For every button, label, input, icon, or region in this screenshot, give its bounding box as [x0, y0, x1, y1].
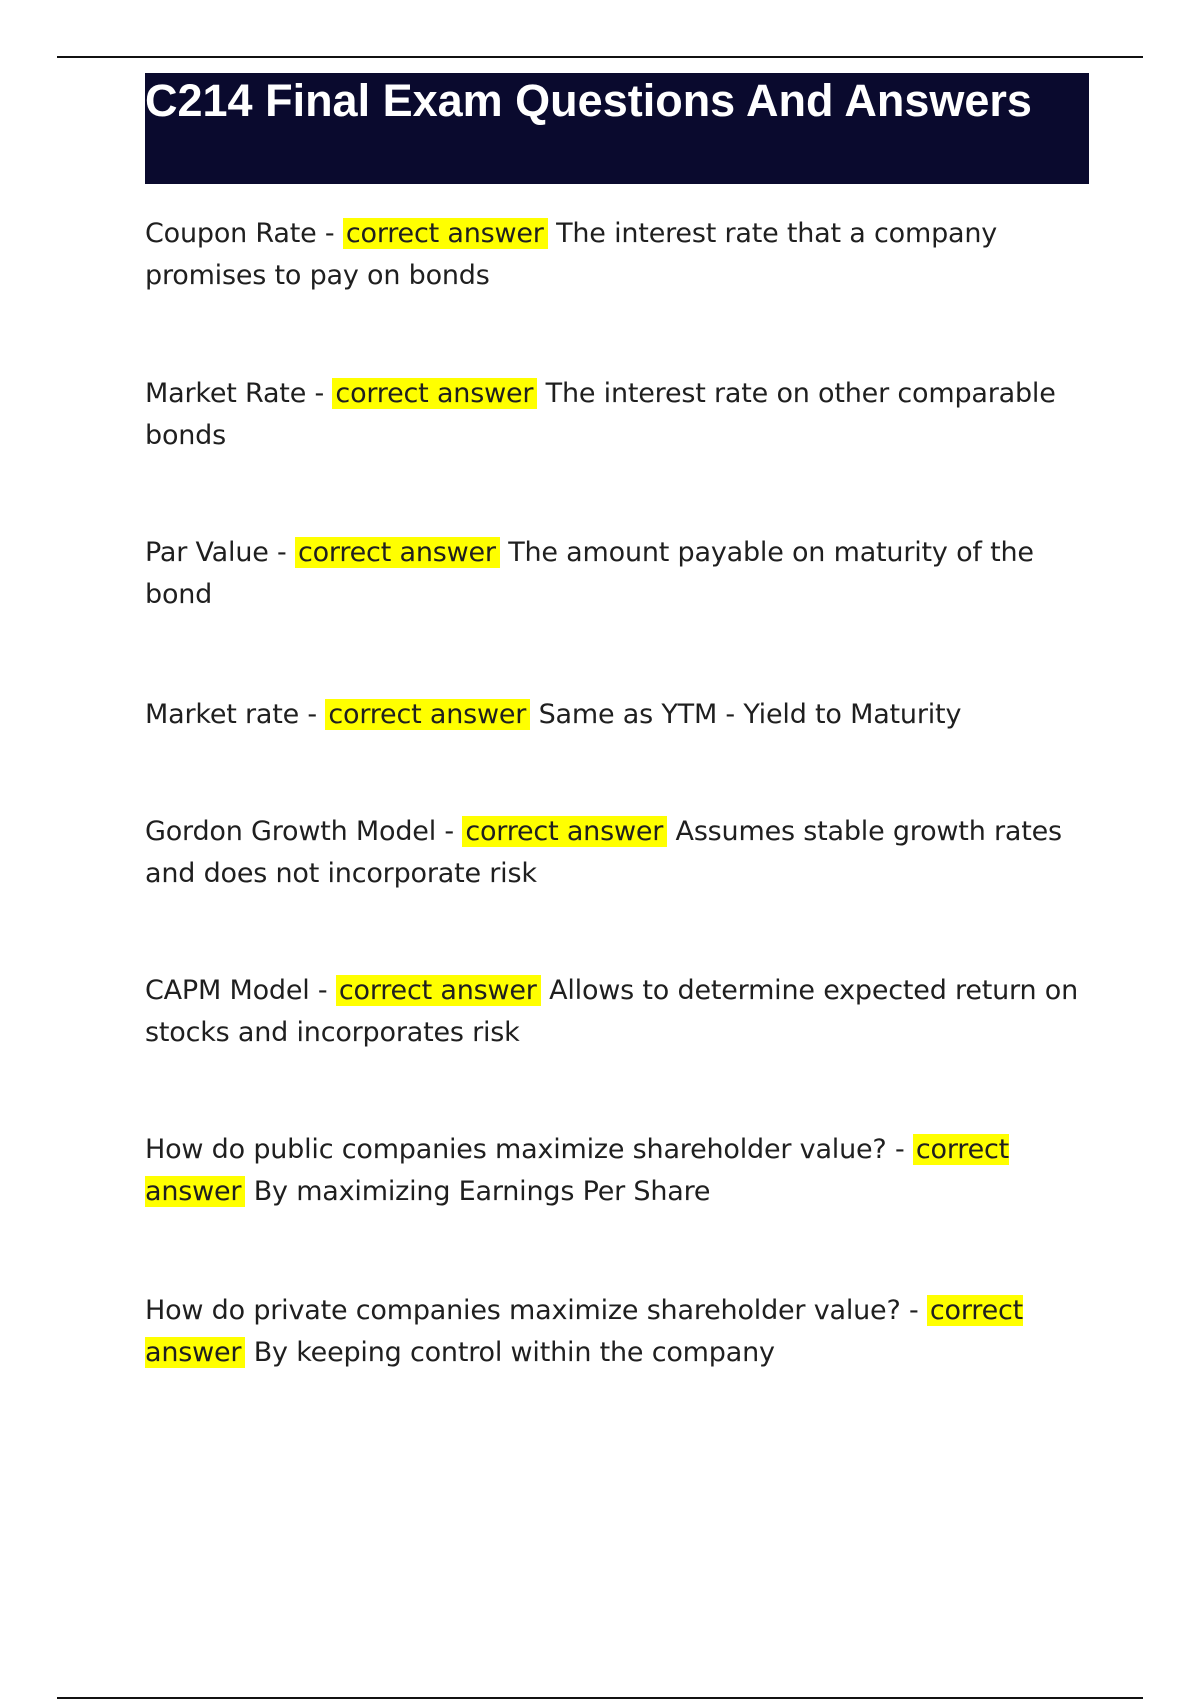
- qa-term: Coupon Rate -: [145, 218, 343, 249]
- correct-answer-highlight: correct answer: [336, 975, 541, 1006]
- qa-item: [145, 1290, 1089, 1374]
- qa-item: [145, 532, 1089, 616]
- qa-item: [145, 970, 1089, 1054]
- qa-answer: By keeping control within the company: [253, 1337, 775, 1368]
- qa-term: Par Value -: [145, 537, 295, 568]
- qa-term: Market rate -: [145, 699, 326, 730]
- qa-answer: Same as YTM - Yield to Maturity: [538, 699, 962, 730]
- page-title: C214 Final Exam Questions And Answers: [145, 73, 1089, 184]
- qa-item: [145, 811, 1089, 895]
- qa-item: [145, 373, 1089, 457]
- qa-answer: The interest rate on other comparable bonds: [145, 378, 1056, 451]
- qa-answer: Allows to determine expected return on stocks and incorporates risk: [145, 975, 1078, 1048]
- qa-answer: The interest rate that a company promises to pay on bonds: [145, 218, 998, 291]
- qa-term: Market Rate -: [145, 378, 333, 409]
- qa-item: [145, 694, 1089, 736]
- correct-answer-highlight: correct answer: [145, 1134, 1010, 1207]
- document-body: [145, 73, 1089, 1368]
- correct-answer-highlight: correct answer: [295, 537, 500, 568]
- correct-answer-highlight: correct answer: [462, 816, 667, 847]
- correct-answer-highlight: correct answer: [332, 378, 537, 409]
- qa-term: Gordon Growth Model -: [145, 816, 463, 847]
- correct-answer-highlight: correct answer: [145, 1295, 1024, 1368]
- qa-answer: Assumes stable growth rates and does not incorporate risk: [145, 816, 1062, 889]
- qa-term: How do private companies maximize shareholder value? -: [145, 1295, 927, 1326]
- qa-term: How do public companies maximize shareholder value? -: [145, 1134, 913, 1165]
- qa-answer: The amount payable on maturity of the bond: [145, 537, 1034, 610]
- qa-item: [145, 213, 1089, 297]
- qa-answer: By maximizing Earnings Per Share: [253, 1176, 711, 1207]
- bottom-rule: [57, 1697, 1143, 1699]
- top-rule: [57, 56, 1143, 58]
- correct-answer-highlight: correct answer: [343, 218, 548, 249]
- correct-answer-highlight: correct answer: [325, 699, 530, 730]
- qa-item: [145, 1129, 1089, 1213]
- qa-term: CAPM Model -: [145, 975, 336, 1006]
